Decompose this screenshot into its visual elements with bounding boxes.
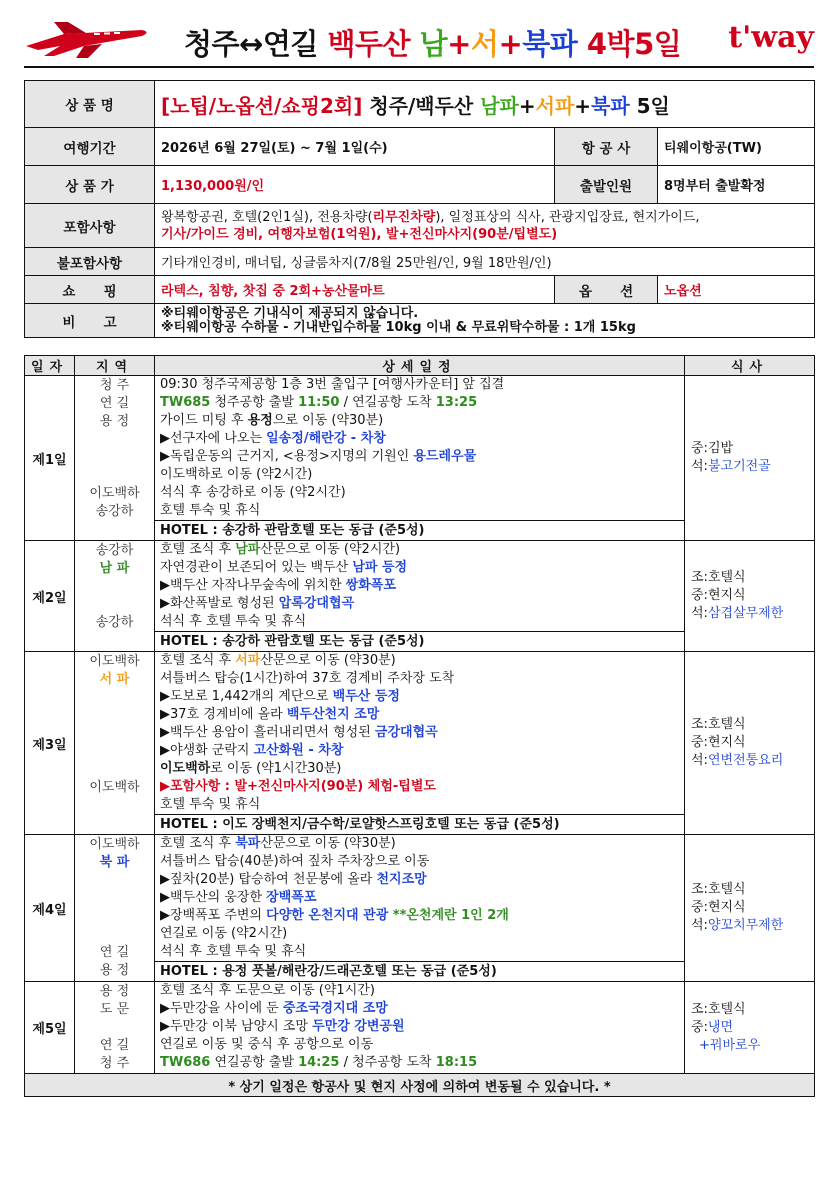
hotel-info: HOTEL : 이도 장백천지/금수학/로얄핫스프링호텔 또는 동급 (준5성) — [155, 814, 684, 834]
day-detail: 호텔 조식 후 서파산문으로 이동 (약30분) 셔틀버스 탑승(1시간)하여 37호 경계비 주차장 도착 ▶도보로 1,442개의 계단으로 백두산 등정 ▶37호 경계비에 올라 백두산천지 조망 ▶백두산 용암이 흘러내리면서 형성된 금강대협곡 ▶야생화 군락지 고산화원 - 차창 이도백하로 이동 (약1시간30분) ▶포함사항 : 발+전신마사지(90분) 체험-팁별도 호텔 투숙 및 휴식 HOTEL : 이도 장백천지/금수학/로얄핫스프링호텔 또는 동급 (준5성) — [155, 652, 685, 835]
title-south: 남 — [419, 27, 448, 61]
hotel-info: HOTEL : 송강하 관람호텔 또는 동급 (준5성) — [155, 520, 684, 540]
period-label: 여행기간 — [25, 128, 155, 166]
day-label: 제1일 — [25, 376, 75, 541]
product-info-table — [24, 80, 815, 338]
day-label: 제4일 — [25, 835, 75, 982]
travel-period: 2026년 6월 27일(토) ~ 7월 1일(수) — [155, 128, 555, 166]
exclude-label: 불포함사항 — [25, 248, 155, 276]
day-meals: 조:호텔식 중:현지식 석:양꼬치무제한 — [685, 835, 815, 982]
day-label: 제2일 — [25, 541, 75, 652]
title-duration: 4박5일 — [586, 27, 682, 61]
title-north: 북파 — [522, 27, 587, 61]
airline-value: 티웨이항공(TW) — [658, 128, 815, 166]
hotel-info: HOTEL : 용정 풋볼/해란강/드래곤호텔 또는 동급 (준5성) — [155, 961, 684, 981]
day-row — [25, 376, 815, 541]
col-header-meal: 식사 — [685, 356, 815, 376]
option-label: 옵 션 — [555, 276, 658, 304]
col-header-detail: 상세일정 — [155, 356, 685, 376]
price-label: 상 품 가 — [25, 166, 155, 204]
day-meals: 조:호텔식 중:현지식 석:삼겹살무제한 — [685, 541, 815, 652]
include-label: 포함사항 — [25, 204, 155, 248]
product-name: [노팁/노옵션/쇼핑2회] 청주/백두산 남파+서파+북파 5일 — [155, 81, 815, 128]
include-value: 왕복항공권, 호텔(2인1실), 전용차량(리무진차량), 일정표상의 식사, 관광지입장료, 현지가이드, 기사/가이드 경비, 여행자보험(1억원), 발+전신마사지(90분/팁별도) — [155, 204, 815, 248]
min-participants-value: 8명부터 출발확정 — [658, 166, 815, 204]
day-row — [25, 541, 815, 652]
day-detail: 호텔 조식 후 남파산문으로 이동 (약2시간) 자연경관이 보존되어 있는 백두산 남파 등정 ▶백두산 자작나무숲속에 위치한 쌍화폭포 ▶화산폭발로 형성된 압록강대협곡 석식 후 호텔 투숙 및 휴식 HOTEL : 송강하 관람호텔 또는 동급 (준5성) — [155, 541, 685, 652]
day-meals: 조:호텔식 중:현지식 석:연변전통요리 — [685, 652, 815, 835]
day-regions: 청 주 연 길 용 정 이도백하 송강하 — [75, 376, 155, 541]
col-header-day: 일자 — [25, 356, 75, 376]
day-regions: 용 정 도 문 연 길 청 주 — [75, 982, 155, 1074]
title-plus: + — [447, 27, 471, 61]
day-detail: 호텔 조식 후 북파산문으로 이동 (약30분) 셔틀버스 탑승(40분)하여 짚차 주차장으로 이동 ▶짚차(20분) 탑승하여 천문봉에 올라 천지조망 ▶백두산의 웅장한 장백폭포 ▶장백폭포 주변의 다양한 온천지대 관광 **온천계란 1인 2개 연길로 이동 (약2시간) 석식 후 호텔 투숙 및 휴식 HOTEL : 용정 풋볼/해란강/드래곤호텔 또는 동급 (준5성) — [155, 835, 685, 982]
airline-label: 항 공 사 — [555, 128, 658, 166]
footer-notice: * 상기 일정은 항공사 및 현지 사정에 의하여 변동될 수 있습니다. * — [25, 1074, 815, 1097]
itinerary-table — [24, 355, 815, 1097]
note-value: ※티웨이항공은 기내식이 제공되지 않습니다. ※티웨이항공 수하물 - 기내반입수하물 10kg 이내 & 무료위탁수하물 : 1개 15kg — [155, 304, 815, 338]
header-divider — [24, 66, 814, 68]
day-regions: 이도백하 서 파 이도백하 — [75, 652, 155, 835]
shopping-label: 쇼 핑 — [25, 276, 155, 304]
shopping-value: 라텍스, 침향, 찻집 중 2회+농산물마트 — [155, 276, 555, 304]
day-regions: 송강하 남 파 송강하 — [75, 541, 155, 652]
title-west: 서 — [470, 27, 499, 61]
day-detail: 09:30 청주국제공항 1층 3번 출입구 [여행사카운터] 앞 집결 TW685 청주공항 출발 11:50 / 연길공항 도착 13:25 가이드 미팅 후 용정으로 이동 (약30분) ▶선구자에 나오는 일송정/해란강 - 차창 ▶독립운동의 근거지, <용정>지명의 기원인 용드레우물 이도백하로 이동 (약2시간) 석식 후 송강하로 이동 (약2시간) 호텔 투숙 및 휴식 HOTEL : 송강하 관람호텔 또는 동급 (준5성) — [155, 376, 685, 541]
day-meals: 중:김밥 석:불고기전골 — [685, 376, 815, 541]
product-label: 상 품 명 — [25, 81, 155, 128]
title-mountain: 백두산 — [327, 27, 420, 61]
day-row — [25, 835, 815, 982]
min-participants-label: 출발인원 — [555, 166, 658, 204]
note-label: 비 고 — [25, 304, 155, 338]
day-label: 제3일 — [25, 652, 75, 835]
option-value: 노옵션 — [658, 276, 815, 304]
col-header-region: 지역 — [75, 356, 155, 376]
page-title — [184, 22, 681, 63]
day-label: 제5일 — [25, 982, 75, 1074]
airplane-logo-icon — [24, 20, 152, 60]
day-regions: 이도백하 북 파 연 길 용 정 — [75, 835, 155, 982]
hotel-info: HOTEL : 송강하 관람호텔 또는 동급 (준5성) — [155, 631, 684, 651]
brand-logo: t'way — [728, 20, 814, 55]
product-price: 1,130,000원/인 — [155, 166, 555, 204]
day-detail: 호텔 조식 후 도문으로 이동 (약1시간) ▶두만강을 사이에 둔 중조국경지대 조망 ▶두만강 이북 남양시 조망 두만강 강변공원 연길로 이동 및 중식 후 공항으로 이동 TW686 연길공항 출발 14:25 / 청주공항 도착 18:15 — [155, 982, 685, 1074]
day-row — [25, 982, 815, 1074]
title-route: 청주↔연길 — [184, 27, 328, 61]
exclude-value: 기타개인경비, 매너팁, 싱글룸차지(7/8월 25만원/인, 9월 18만원/인) — [155, 248, 815, 276]
day-meals: 조:호텔식 중:냉면 +꿔바로우 — [685, 982, 815, 1074]
day-row — [25, 652, 815, 835]
title-plus: + — [498, 27, 523, 61]
page-header — [24, 14, 814, 72]
